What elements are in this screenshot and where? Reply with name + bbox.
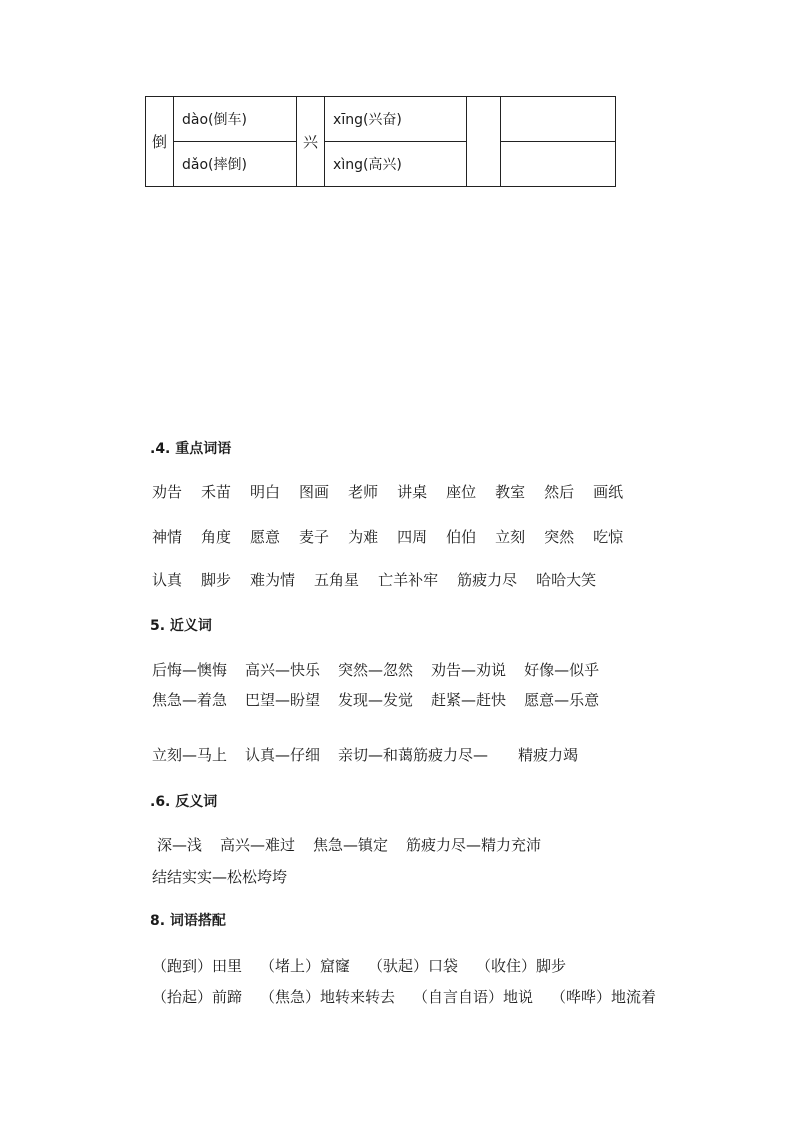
empty-cell [467, 97, 501, 187]
reading-cell: dǎo(摔倒) [174, 142, 297, 187]
reading-cell: xīng(兴奋) [325, 97, 467, 142]
word: 为难 [348, 528, 379, 546]
section-heading: 8. 词语搭配 [150, 913, 226, 929]
word: 亡羊补牢 [378, 571, 439, 589]
word-pair: 赶紧—赶快 [431, 691, 507, 709]
word-pair: 发现—发觉 [338, 691, 414, 709]
word-pair: 突然—忽然 [338, 661, 414, 679]
word: 老师 [348, 483, 379, 501]
word: 教室 [495, 483, 526, 501]
word-pair: 愿意—乐意 [524, 691, 600, 709]
word-pair: 焦急—着急 [152, 691, 228, 709]
word: 伯伯 [446, 528, 477, 546]
word: 脚步 [201, 571, 232, 589]
word: 愿意 [250, 528, 281, 546]
collocation: （抬起）前蹄 [152, 988, 243, 1006]
word: 突然 [544, 528, 575, 546]
word: 座位 [446, 483, 477, 501]
collocation: （收住）脚步 [476, 957, 567, 975]
reading-cell: dào(倒车) [174, 97, 297, 142]
word: 画纸 [593, 483, 624, 501]
collocation: （驮起）口袋 [368, 957, 459, 975]
antonym-line [157, 834, 559, 855]
word: 筋疲力尽 [457, 571, 518, 589]
word-pair: 后悔—懊悔 [152, 661, 228, 679]
table-row [146, 97, 616, 142]
polyphone-table [145, 96, 616, 187]
word: 明白 [250, 483, 281, 501]
word: 角度 [201, 528, 232, 546]
synonym-line [152, 659, 617, 680]
synonym-line [152, 744, 596, 765]
word: 五角星 [314, 571, 360, 589]
word-pair: 亲切—和蔼筋疲力尽— [338, 746, 489, 764]
word: 图画 [299, 483, 330, 501]
polyphone-char: 倒 [146, 97, 174, 187]
collocation: （哗哗）地流着 [551, 988, 657, 1006]
word: 认真 [152, 571, 183, 589]
word-pair: 巴望—盼望 [245, 691, 321, 709]
word-pair: 高兴—难过 [220, 836, 296, 854]
word-pair: 深—浅 [157, 836, 203, 854]
word: 神情 [152, 528, 183, 546]
word-pair: 好像—似乎 [524, 661, 600, 679]
word: 禾苗 [201, 483, 232, 501]
section-heading: 5. 近义词 [150, 618, 212, 634]
word: 劝告 [152, 483, 183, 501]
word-pair: 劝告—劝说 [431, 661, 507, 679]
blank-cell [501, 142, 616, 187]
polyphone-char: 兴 [297, 97, 325, 187]
collocation-line [152, 955, 584, 976]
word-pair: 焦急—镇定 [313, 836, 389, 854]
word: 讲桌 [397, 483, 428, 501]
blank-cell [501, 97, 616, 142]
word-pair: 高兴—快乐 [245, 661, 321, 679]
collocation-line [152, 986, 674, 1007]
word-pair: 筋疲力尽—精力充沛 [406, 836, 542, 854]
collocation: （焦急）地转来转去 [260, 988, 396, 1006]
word: 难为情 [250, 571, 296, 589]
word-pair: 立刻—马上 [152, 746, 228, 764]
antonym-line [152, 866, 306, 887]
section-heading: .6. 反义词 [150, 794, 218, 810]
reading-cell: xìng(高兴) [325, 142, 467, 187]
collocation: （自言自语）地说 [413, 988, 534, 1006]
section-heading: .4. 重点词语 [150, 441, 232, 457]
word: 四周 [397, 528, 428, 546]
word: 吃惊 [593, 528, 624, 546]
collocation: （堵上）窟窿 [260, 957, 351, 975]
word: 然后 [544, 483, 575, 501]
word-pair: 精疲力竭 [518, 746, 579, 764]
word: 麦子 [299, 528, 330, 546]
synonym-line [152, 689, 617, 710]
word-pair: 结结实实—松松垮垮 [152, 868, 288, 886]
word-line [152, 526, 642, 547]
word-pair: 认真—仔细 [245, 746, 321, 764]
table-row [146, 142, 616, 187]
word-line [152, 481, 642, 502]
word: 立刻 [495, 528, 526, 546]
word: 哈哈大笑 [536, 571, 597, 589]
word-line [152, 569, 615, 590]
collocation: （跑到）田里 [152, 957, 243, 975]
